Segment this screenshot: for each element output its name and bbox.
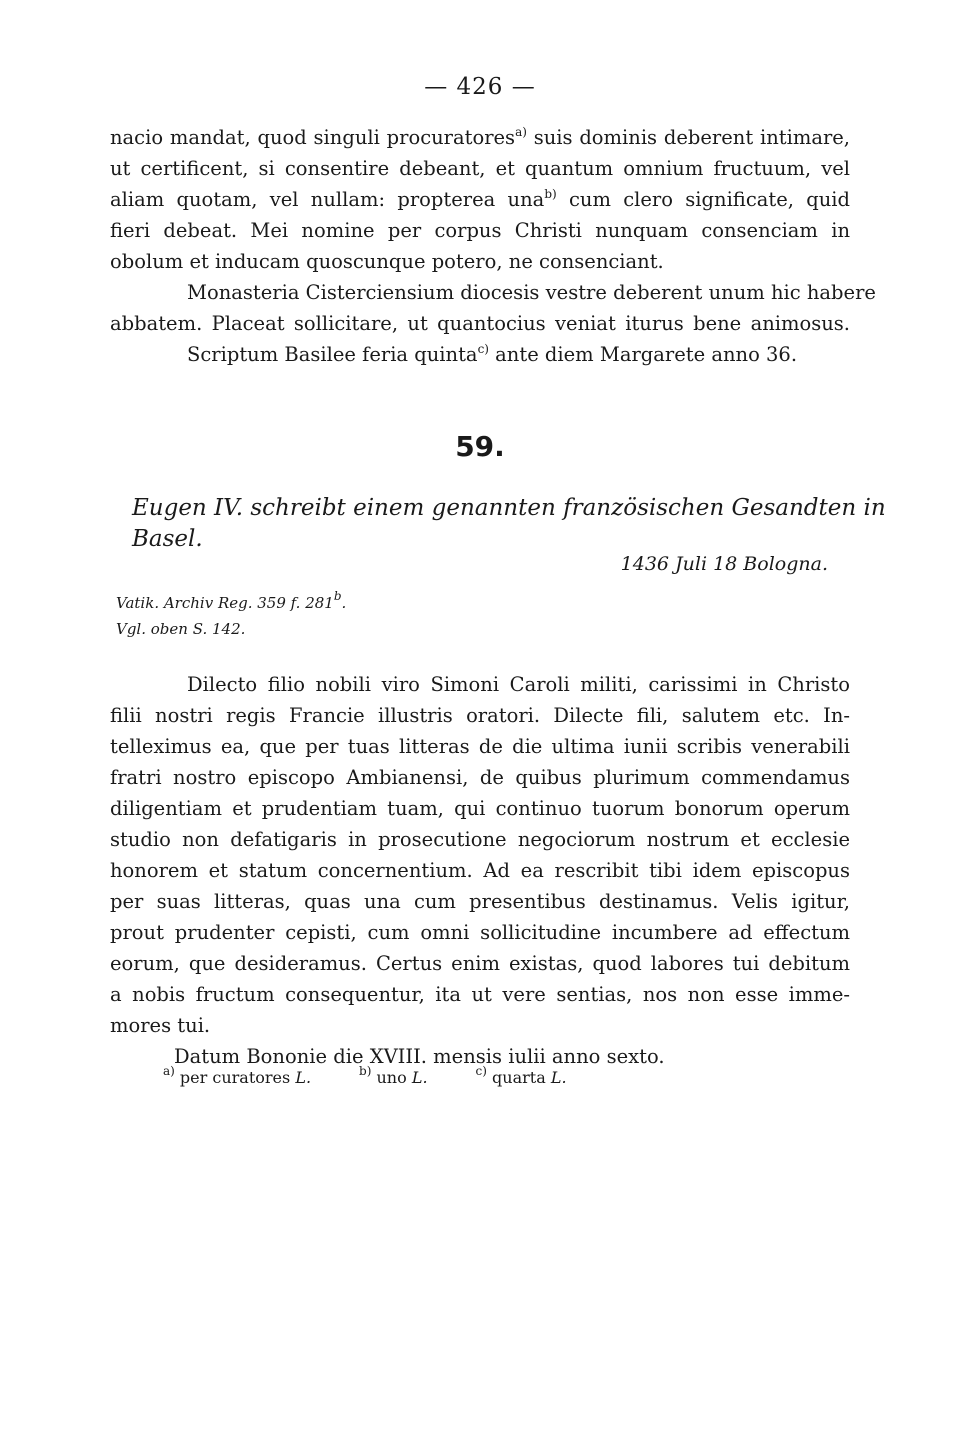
continuation-line: obolum et inducam quoscunque potero, ne consenciant. xyxy=(110,250,664,273)
date-place: 1436 Juli 18 Bologna. xyxy=(620,553,828,575)
footnote-mark: a) xyxy=(163,1064,175,1078)
body-line: Dilecto filio nobili viro Simoni Caroli militi, carissimi in Christo xyxy=(187,673,850,696)
footnote-text: per curatores xyxy=(174,1068,296,1087)
footnote-ref: c) xyxy=(477,342,489,356)
text-run: suis dominis deberent intimare, xyxy=(526,126,850,149)
footnote-source: L. xyxy=(550,1068,567,1087)
continuation-line: abbatem. Placeat sollicitare, ut quantocius veniat iturus bene animosus. xyxy=(110,312,850,335)
body-line: fratri nostro episcopo Ambianensi, de quibus plurimum commendamus xyxy=(110,766,850,789)
continuation-line: Monasteria Cisterciensium diocesis vestre deberent unum hic habere xyxy=(187,281,876,304)
body-line: a nobis fructum consequentur, ita ut vere sentias, nos non esse imme- xyxy=(110,983,850,1006)
text-run: cum clero significate, quid xyxy=(556,188,850,211)
text-run: ante diem Margarete anno 36. xyxy=(488,343,798,366)
body-line: per suas litteras, quas una cum presentibus destinamus. Velis igitur, xyxy=(110,890,850,913)
body-line: prout prudenter cepisti, cum omni sollicitudine incumbere ad effectum xyxy=(110,921,850,944)
superscript: b xyxy=(333,589,342,603)
continuation-line xyxy=(110,124,850,152)
text-run: . xyxy=(341,594,347,612)
footnote-mark: c) xyxy=(475,1064,487,1078)
closing-line: Datum Bononie die XVIII. mensis iulii anno sexto. xyxy=(174,1045,665,1068)
continuation-line: fieri debeat. Mei nomine per corpus Christi nunquam consenciam in xyxy=(110,219,850,242)
body-line: filii nostri regis Francie illustris oratori. Dilecte fili, salutem etc. In- xyxy=(110,704,850,727)
text-run: aliam quotam, vel nullam: propterea una xyxy=(110,188,545,211)
cross-reference: Vgl. oben S. 142. xyxy=(116,620,246,638)
footnote-mark: b) xyxy=(359,1064,372,1078)
body-line: studio non defatigaris in prosecutione negociorum nostrum et ecclesie xyxy=(110,828,850,851)
text-run: Vatik. Archiv Reg. 359 f. 281 xyxy=(116,594,334,612)
body-line: diligentiam et prudentiam tuam, qui continuo tuorum bonorum operum xyxy=(110,797,850,820)
footnote-c xyxy=(475,1064,567,1087)
footnote-text: quarta xyxy=(486,1068,551,1087)
continuation-line: ut certificent, si consentire debeant, et quantum omnium fructuum, vel xyxy=(110,157,850,180)
continuation-line xyxy=(187,341,850,369)
footnote-ref: b) xyxy=(544,187,557,201)
text-run: Scriptum Basilee feria quinta xyxy=(187,343,478,366)
text-run: nacio mandat, quod singuli procuratores xyxy=(110,126,516,149)
footnote-source: L. xyxy=(295,1068,312,1087)
page-number: — 426 — xyxy=(424,74,536,100)
footnote-source: L. xyxy=(411,1068,428,1087)
footnote-text: uno xyxy=(371,1068,412,1087)
footnote-ref: a) xyxy=(515,125,527,139)
body-line: telleximus ea, que per tuas litteras de die ultima iunii scribis venerabili xyxy=(110,735,850,758)
source-reference xyxy=(116,589,347,614)
document-heading: Eugen IV. schreibt einem genannten französischen Gesandten in xyxy=(132,495,886,521)
document-number: 59. xyxy=(455,430,505,463)
footnote-a xyxy=(163,1064,312,1087)
body-line: honorem et statum concernentium. Ad ea rescribit tibi idem episcopus xyxy=(110,859,850,882)
body-line: eorum, que desideramus. Certus enim existas, quod labores tui debitum xyxy=(110,952,850,975)
body-line: mores tui. xyxy=(110,1014,211,1037)
document-heading: Basel. xyxy=(132,526,203,552)
continuation-line xyxy=(110,186,850,214)
footnote-b xyxy=(359,1064,428,1087)
footnotes xyxy=(163,1064,567,1087)
